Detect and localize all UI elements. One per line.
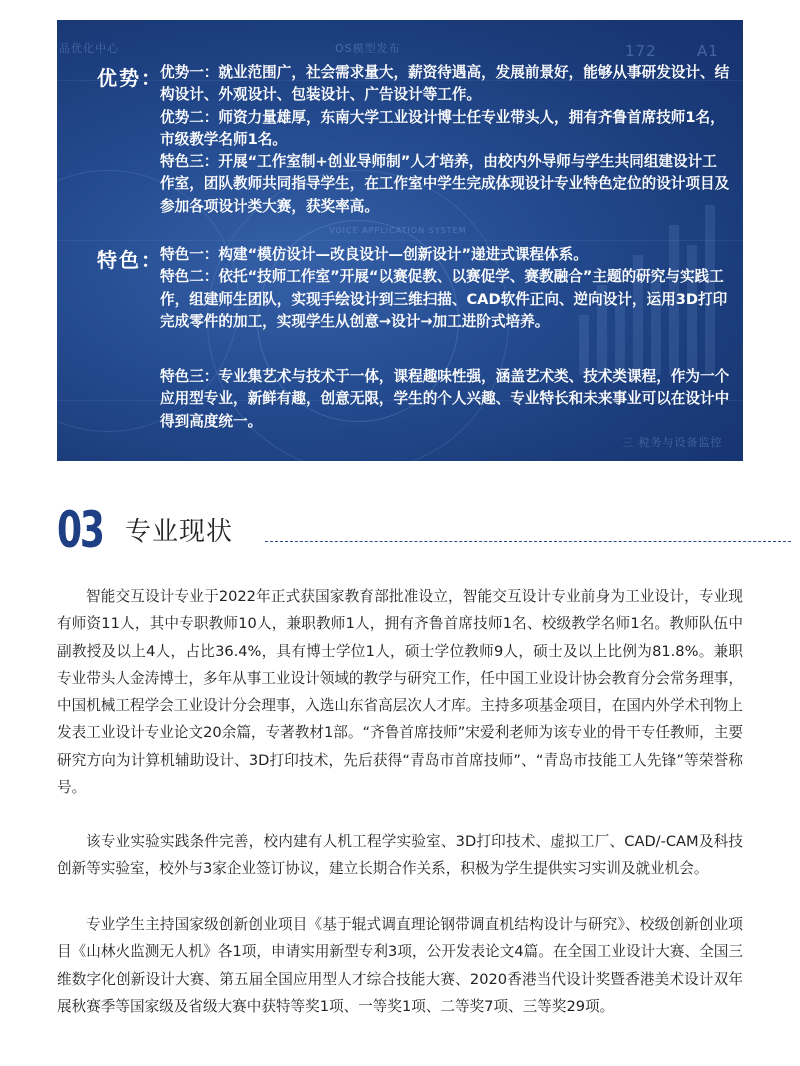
feature-item: 特色三：专业集艺术与技术于一体，课程趣味性强，涵盖艺术类、技术类课程，作为一个应用型专业，新鲜有趣，创意无限，学生的个人兴趣、专业特长和未来事业可以在设计中得到高度统一。 xyxy=(160,368,730,430)
advantages-panel xyxy=(57,20,743,461)
deco-text: A1 xyxy=(697,42,719,60)
feature-item: 特色一：构建“模仿设计—改良设计—创新设计”递进式课程体系。 xyxy=(160,246,588,263)
section-title: 专业现状 xyxy=(125,517,234,547)
body-paragraph: 专业学生主持国家级创新创业项目《基于辊式调直理论钢带调直机结构设计与研究》、校级创新创业项目《山林火监测无人机》各1项，申请实用新型专利3项，公开发表论文4篇。在全国工业设计大赛、全国三维数字化创新设计大赛、第五届全国应用型人才综合技能大赛、2020香港当代设计奖暨香港美术设计双年展秋赛季等国家级及省级大赛中获特等奖1项、一等奖1项、二等奖7项、三等奖29项。 xyxy=(57,916,743,1015)
advantage-item: 特色三：开展“工作室制+创业导师制”人才培养，由校内外导师与学生共同组建设计工作室，团队教师共同指导学生，在工作室中学生完成体现设计专业特色定位的设计项目及参加各项设计类大赛，获奖率高。 xyxy=(160,153,730,215)
feature-item: 特色二：依托“技师工作室”开展“以赛促教、以赛促学、赛教融合”主题的研究与实践工作，组建师生团队，实现手绘设计到三维扫描、CAD软件正向、逆向设计，运用3D打印完成零件的加工，实现学生从创意→设计→加工进阶式培养。 xyxy=(160,268,728,330)
deco-text: 172 xyxy=(625,42,657,60)
deco-text: 三 税务与设备监控 xyxy=(622,436,723,449)
deco-text: OS模型发布 xyxy=(335,42,401,55)
section-heading xyxy=(57,501,743,559)
advantage-item: 优势一：就业范围广，社会需求量大，薪资待遇高，发展前景好，能够从事研发设计、结构设计、外观设计、包装设计、广告设计等工作。 xyxy=(160,64,730,104)
section-number: 03 xyxy=(57,501,103,559)
body-paragraph: 智能交互设计专业于2022年正式获国家教育部批准设立，智能交互设计专业前身为工业设计，专业现有师资11人，其中专职教师10人，兼职教师1人，拥有齐鲁首席技师1名、校级教学名师1名。教师队伍中副教授及以上4人，占比36.4%，具有博士学位1人，硕士学位教师9人，硕士及以上比例为81.8%。兼职专业带头人金涛博士，多年从事工业设计领域的教学与研究工作，任中国工业设计协会教育分会常务理事，中国机械工程学会工业设计分会理事，入选山东省高层次人才库。主持多项基金项目，在国内外学术刊物上发表工业设计专业论文20余篇，专著教材1部。“齐鲁首席技师”宋爱利老师为该专业的骨干专任教师，主要研究方向为计算机辅助设计、3D打印技术，先后获得“青岛市首席技师”、“青岛市技能工人先锋”等荣誉称号。 xyxy=(57,588,743,797)
feature-label: 特色： xyxy=(97,248,163,272)
deco-text: 品优化中心 xyxy=(59,42,119,55)
advantage-label: 优势： xyxy=(97,66,163,90)
advantage-item: 优势二：师资力量雄厚，东南大学工业设计博士任专业带头人，拥有齐鲁首席技师1名，市级教学名师1名。 xyxy=(160,108,725,148)
body-paragraph: 该专业实验实践条件完善，校内建有人机工程学实验室、3D打印技术、虚拟工厂、CAD/-CAM及科技创新等实验室，校外与3家企业签订协议，建立长期合作关系，积极为学生提供实习实训及就业机会。 xyxy=(57,833,743,878)
deco-text: VOICE APPLICATION SYSTEM xyxy=(329,226,467,235)
heading-divider xyxy=(265,541,791,542)
